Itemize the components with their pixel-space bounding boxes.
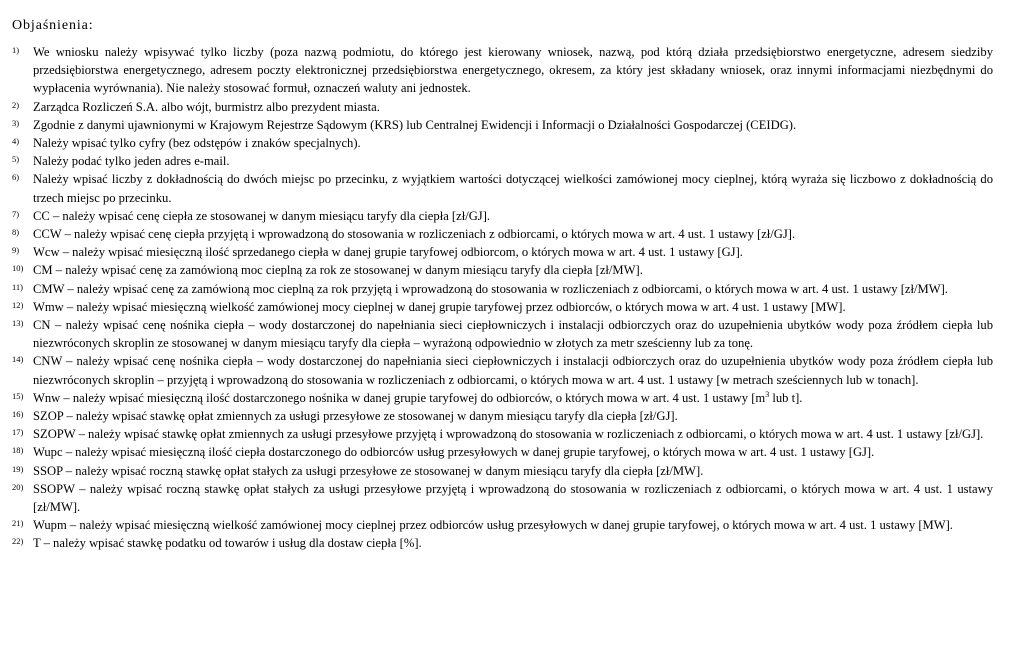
footnote-number: 15) — [12, 390, 24, 401]
footnote-text-part: Wnw – należy wpisać miesięczną ilość dostarczonego nośnika w danej grupie taryfowej do odbiorców, o których mowa w art. 4 ust. 1 ustawy [m — [33, 390, 766, 405]
footnote-number: 20) — [12, 481, 24, 492]
footnote-text: CMW – należy wpisać cenę za zamówioną moc cieplną za rok przyjętą i wprowadzoną do stosowania w rozliczeniach z odbiorcami, o których mowa w art. 4 ust. 1 ustawy [zł/MW]. — [33, 281, 948, 296]
footnote-21 — [12, 516, 993, 534]
footnote-18 — [12, 443, 993, 461]
footnote-11 — [12, 280, 993, 298]
footnote-text: CN – należy wpisać cenę nośnika ciepła – wody dostarczonej do napełniania sieci ciepłowniczych i instalacji odbiorczych oraz do uzupełnienia ubytków wody poza źródłem ciepła lub niezwróconych skroplin ze stosowanej w danym miesiącu taryfy dla ciepła – wyrażoną odpowiednio w złotych za metr sześcienny lub za tonę. — [33, 318, 993, 351]
footnote-number: 3) — [12, 117, 20, 128]
footnote-text: CNW – należy wpisać cenę nośnika ciepła – wody dostarczonej do napełniania sieci ciepłowniczych i instalacji odbiorczych oraz do uzupełnienia ubytków wody poza źródłem ciepła lub niezwróconych skroplin – przyjętą i wprowadzoną do stosowania w rozliczeniach z odbiorcami, o których mowa w art. 4 ust. 1 ustawy [w metrach sześciennych lub w tonach]. — [33, 354, 993, 387]
footnote-4 — [12, 134, 993, 152]
footnote-20 — [12, 480, 993, 516]
superscript-exponent: 3 — [765, 389, 770, 399]
footnote-text: CM – należy wpisać cenę za zamówioną moc cieplną za rok ze stosowanej w danym miesiącu taryfy dla ciepła [zł/MW]. — [33, 263, 643, 278]
explanations-heading: Objaśnienia: — [12, 18, 94, 33]
footnote-3 — [12, 116, 993, 134]
footnote-text: SZOPW – należy wpisać stawkę opłat zmiennych za usługi przesyłowe przyjętą i wprowadzoną do stosowania w rozliczeniach z odbiorcami, o których mowa w art. 4 ust. 1 ustawy [zł/GJ]. — [33, 427, 984, 442]
footnote-text: CC – należy wpisać cenę ciepła ze stosowanej w danym miesiącu taryfy dla ciepła [zł/GJ]. — [33, 208, 491, 223]
footnote-text: Zgodnie z danymi ujawnionymi w Krajowym Rejestrze Sądowym (KRS) lub Centralnej Ewidencji i Informacji o Działalności Gospodarczej (CEIDG). — [33, 117, 797, 132]
footnote-5 — [12, 152, 993, 170]
footnote-text: SSOPW – należy wpisać roczną stawkę opłat stałych za usługi przesyłowe przyjętą i wprowadzoną do stosowania w rozliczeniach z odbiorcami, o których mowa w art. 4 ust. 1 ustawy [zł/MW]. — [33, 481, 993, 515]
footnote-number: 9) — [12, 245, 20, 256]
footnote-number: 6) — [12, 172, 20, 183]
footnote-19 — [12, 462, 993, 480]
footnote-number: 14) — [12, 354, 24, 365]
footnote-text: Wupm – należy wpisać miesięczną wielkość zamówionej mocy cieplnej przez odbiorców usług przesyłowych w danej grupie taryfowej, o których mowa w art. 4 ust. 1 ustawy [MW]. — [33, 518, 953, 533]
footnote-number: 8) — [12, 227, 20, 238]
footnote-text: Wmw – należy wpisać miesięczną wielkość zamówionej mocy cieplnej w danej grupie taryfowej przez odbiorców, o których mowa w art. 4 ust. 1 ustawy [MW]. — [33, 299, 846, 314]
footnote-text: SSOP – należy wpisać roczną stawkę opłat stałych za usługi przesyłowe ze stosowanej w danym miesiącu taryfy dla ciepła [zł/MW]. — [33, 463, 704, 478]
footnote-9 — [12, 243, 993, 261]
footnote-number: 16) — [12, 409, 24, 420]
footnote-number: 2) — [12, 99, 20, 110]
footnote-number: 11) — [12, 281, 24, 292]
footnote-22 — [12, 534, 993, 552]
footnote-number: 18) — [12, 445, 24, 456]
footnote-12 — [12, 298, 993, 316]
footnote-text — [33, 389, 993, 407]
footnote-text: We wniosku należy wpisywać tylko liczby (poza nazwą podmiotu, do którego jest kierowany wniosek, nazwą, pod którą działa przedsiębiorstwo energetyczne, adresem siedziby przedsiębiorstwa energetycznego, adresem poczty elektronicznej przedsiębiorstwa energetycznego, okresem, za który jest składany wniosek, oraz innymi informacjami niezbędnymi do wypłacenia wyrównania). Nie należy stosować formuł, oznaczeń waluty ani jednostek. — [33, 45, 993, 96]
footnote-number: 7) — [12, 208, 20, 219]
footnote-number: 21) — [12, 518, 24, 529]
footnote-number: 13) — [12, 318, 24, 329]
footnote-8 — [12, 225, 993, 243]
footnote-text-part: lub t]. — [769, 390, 803, 405]
footnote-17 — [12, 425, 993, 443]
footnote-text: Wcw – należy wpisać miesięczną ilość sprzedanego ciepła w danej grupie taryfowej odbiorcom, o których mowa w art. 4 ust. 1 ustawy [GJ]. — [33, 245, 743, 260]
footnote-number: 19) — [12, 463, 24, 474]
footnote-number: 22) — [12, 536, 24, 547]
footnote-text: Należy wpisać liczby z dokładnością do dwóch miejsc po przecinku, z wyjątkiem wartości dotyczącej wielkości zamówionej mocy cieplnej, którą wyraża się liczbowo z dokładnością do trzech miejsc po przecinku. — [33, 172, 993, 205]
footnote-7 — [12, 207, 993, 225]
footnote-14 — [12, 352, 993, 388]
footnote-number: 10) — [12, 263, 24, 274]
footnote-text: T – należy wpisać stawkę podatku od towarów i usług dla dostaw ciepła [%]. — [33, 536, 422, 551]
footnote-text: CCW – należy wpisać cenę ciepła przyjętą i wprowadzoną do stosowania w rozliczeniach z odbiorcami, o których mowa w art. 4 ust. 1 ustawy [zł/GJ]. — [33, 227, 796, 242]
footnote-text: Zarządca Rozliczeń S.A. albo wójt, burmistrz albo prezydent miasta. — [33, 99, 380, 114]
footnote-2 — [12, 98, 993, 116]
footnote-number: 1) — [12, 45, 20, 55]
footnote-number: 5) — [12, 154, 20, 165]
footnote-6 — [12, 170, 993, 206]
footnote-number: 12) — [12, 299, 24, 310]
footnote-text: Należy podać tylko jeden adres e-mail. — [33, 154, 230, 169]
footnote-text: Należy wpisać tylko cyfry (bez odstępów i znaków specjalnych). — [33, 136, 361, 151]
footnote-text: SZOP – należy wpisać stawkę opłat zmiennych za usługi przesyłowe ze stosowanej w danym miesiącu taryfy dla ciepła [zł/GJ]. — [33, 409, 678, 424]
footnote-10 — [12, 261, 993, 279]
footnote-list — [12, 43, 993, 553]
footnote-16 — [12, 407, 993, 425]
footnote-15 — [12, 389, 993, 407]
footnote-13 — [12, 316, 993, 352]
footnote-text: Wupc – należy wpisać miesięczną ilość ciepła dostarczonego do odbiorców usług przesyłowych w danej grupie taryfowej, o których mowa w art. 4 ust. 1 ustawy [GJ]. — [33, 445, 875, 460]
footnote-number: 4) — [12, 136, 20, 147]
footnote-number: 17) — [12, 427, 24, 438]
footnote-1 — [12, 43, 993, 98]
